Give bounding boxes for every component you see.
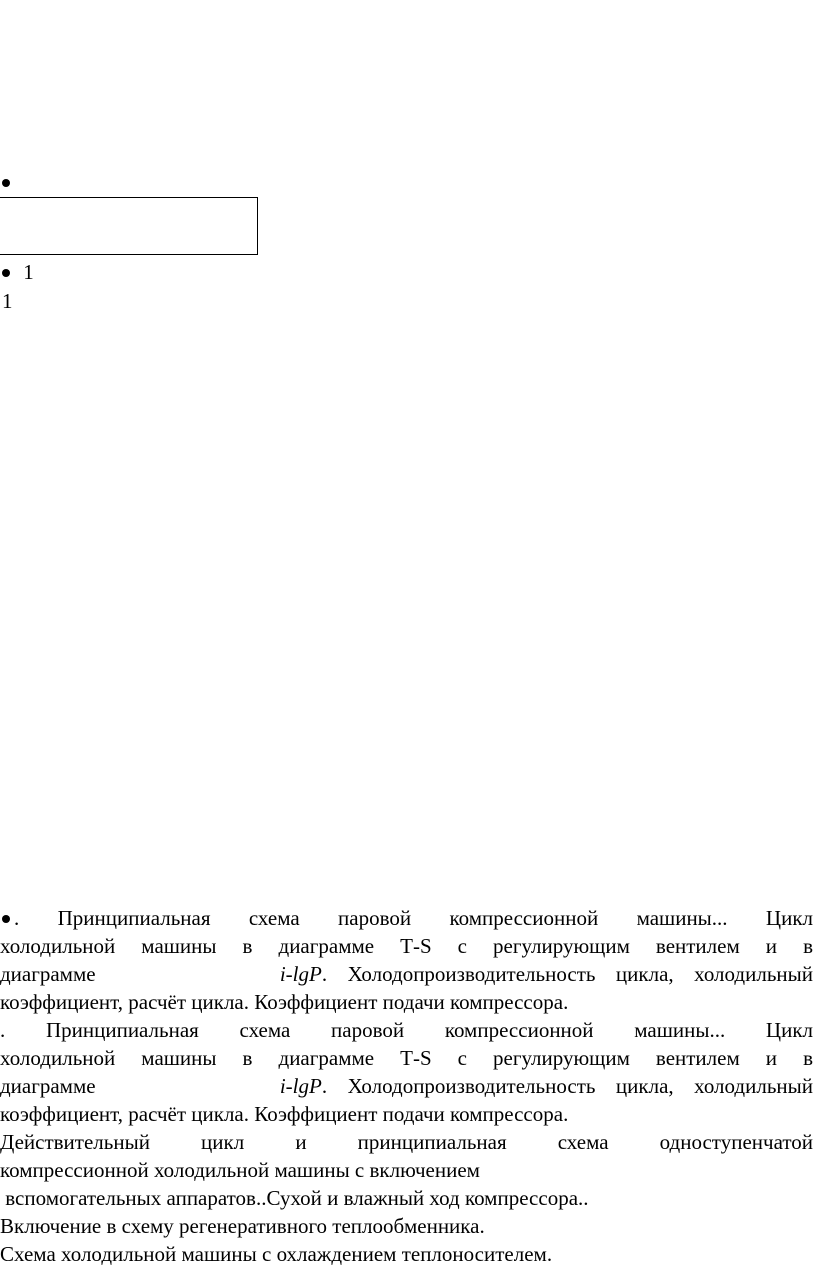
list-item-2 — [2, 258, 34, 286]
paragraph-1-line-4: коэффициент, расчёт цикла. Коэффициент подачи компрессора. — [0, 990, 569, 1014]
paragraph-1-italic-term: i-lgP — [279, 962, 322, 986]
paragraph-2-line-2: холодильной машины в диаграмме Т-S с регулирующим вентилем и в — [0, 1046, 813, 1070]
paragraph-1-line-1 — [0, 904, 813, 932]
paragraph-1-line-3 — [0, 960, 813, 988]
bullet-dot-icon — [2, 915, 10, 923]
paragraph-5: Включение в схему регенеративного теплообменника. — [0, 1214, 485, 1238]
paragraph-1 — [0, 904, 813, 1016]
paragraph-1-line-2: холодильной машины в диаграмме Т-S с регулирующим вентилем и в — [0, 934, 813, 958]
paragraph-2-line-3 — [0, 1072, 813, 1100]
bullet-dot-icon — [2, 179, 10, 187]
paragraph-2-line-3-a: диаграмме — [0, 1074, 96, 1098]
paragraph-1-line-3-a: диаграмме — [0, 962, 96, 986]
paragraph-3 — [0, 1128, 813, 1184]
bullet-dot-icon — [2, 269, 10, 277]
list-item-number: 1 — [23, 260, 34, 284]
paragraph-2-line-3-b: . Холодопроизводительность цикла, холодильный — [321, 1074, 813, 1098]
paragraph-2-italic-term: i-lgP — [279, 1074, 322, 1098]
paragraph-2-line-1: . Принципиальная схема паровой компрессионной машины... Цикл — [0, 1018, 813, 1042]
paragraph-2 — [0, 1016, 813, 1128]
paragraph-6: Схема холодильной машины с охлаждением теплоносителем. — [0, 1242, 553, 1266]
standalone-number: 1 — [2, 289, 13, 313]
list-bullet-1 — [2, 168, 10, 196]
paragraph-3-line-2: компрессионной холодильной машины с включением — [0, 1158, 480, 1182]
paragraph-1-line-1-text: . Принципиальная схема паровой компрессионной машины... Цикл — [14, 906, 813, 930]
paragraph-3-line-1: Действительный цикл и принципиальная схема одноступенчатой — [0, 1130, 813, 1154]
paragraph-2-line-4: коэффициент, расчёт цикла. Коэффициент подачи компрессора. — [0, 1102, 569, 1126]
empty-text-box — [0, 197, 258, 255]
paragraph-4: вспомогательных аппаратов..Сухой и влажный ход компрессора.. — [0, 1186, 589, 1210]
paragraph-1-line-3-b: . Холодопроизводительность цикла, холодильный — [321, 962, 813, 986]
